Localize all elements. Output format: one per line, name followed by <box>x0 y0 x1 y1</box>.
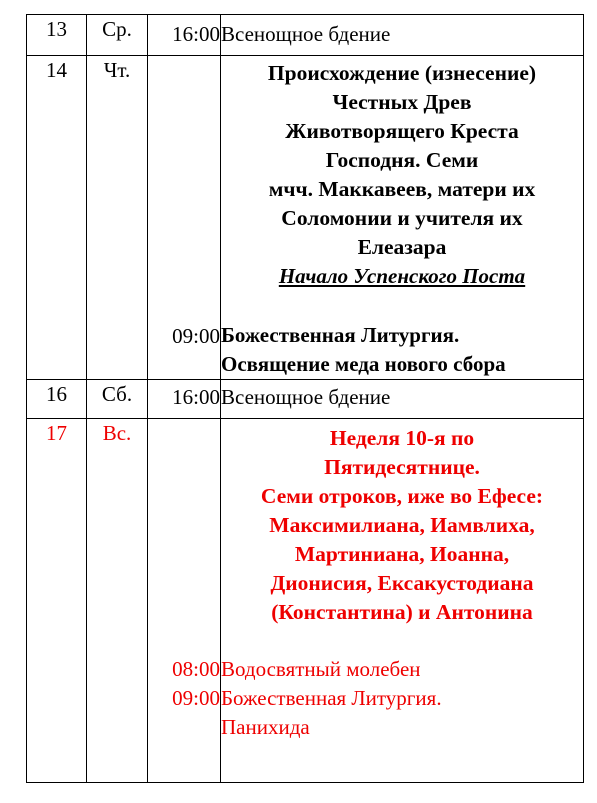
weekday-cell: Вс. <box>87 419 148 783</box>
service-cell <box>221 56 584 380</box>
weekday-cell: Ср. <box>87 15 148 56</box>
table-row <box>27 380 584 419</box>
time-text: 09:00 <box>172 324 220 348</box>
time-cell <box>148 15 221 56</box>
feast-line: Господня. Семи <box>325 148 479 172</box>
feast-line: Неделя 10-я по <box>329 426 475 450</box>
table-row <box>27 419 584 783</box>
schedule-table <box>26 14 584 783</box>
time-text: 16:00 <box>172 385 220 409</box>
feast-line: Мартиниана, Иоанна, <box>294 542 510 566</box>
fast-start-note: Начало Успенского Поста <box>278 264 526 288</box>
service-cell <box>221 380 584 419</box>
service-line: Освящение меда нового сбора <box>221 352 506 376</box>
time-text: 08:00 <box>172 657 220 681</box>
service-line: Водосвятный молебен <box>221 657 421 681</box>
service-text: Всенощное бдение <box>221 385 391 409</box>
feast-line: Происхождение (изнесение) <box>267 61 537 85</box>
feast-line: мчч. Маккавеев, матери их <box>268 177 536 201</box>
spacer <box>221 627 583 655</box>
feast-line: Пятидесятнице. <box>324 455 480 479</box>
service-cell <box>221 419 584 783</box>
feast-line: Семи отроков, иже во Ефесе: <box>260 484 544 508</box>
time-text: 16:00 <box>172 22 220 46</box>
feast-line: (Константина) и Антонина <box>271 600 533 624</box>
feast-line: Честных Древ <box>332 90 472 114</box>
time-text: 09:00 <box>172 686 220 710</box>
service-line: Божественная Литургия. <box>221 686 442 710</box>
table-row <box>27 15 584 56</box>
feast-line: Соломонии и учителя их <box>281 206 523 230</box>
time-cell <box>148 380 221 419</box>
spacer <box>221 291 583 321</box>
weekday-cell: Сб. <box>87 380 148 419</box>
day-cell: 17 <box>27 419 87 783</box>
feast-line: Дионисия, Ексакустодиана <box>270 571 534 595</box>
table-row <box>27 56 584 380</box>
feast-line: Елеазара <box>357 235 447 259</box>
service-line: Божественная Литургия. <box>221 323 460 347</box>
feast-line: Животворящего Креста <box>285 119 519 143</box>
weekday-cell: Чт. <box>87 56 148 380</box>
day-cell: 13 <box>27 15 87 56</box>
day-cell: 14 <box>27 56 87 380</box>
service-text: Всенощное бдение <box>221 22 391 46</box>
service-line: Панихида <box>221 715 310 739</box>
time-cell <box>148 419 221 783</box>
feast-line: Максимилиана, Иамвлиха, <box>269 513 535 537</box>
time-cell <box>148 56 221 380</box>
day-cell: 16 <box>27 380 87 419</box>
service-cell <box>221 15 584 56</box>
